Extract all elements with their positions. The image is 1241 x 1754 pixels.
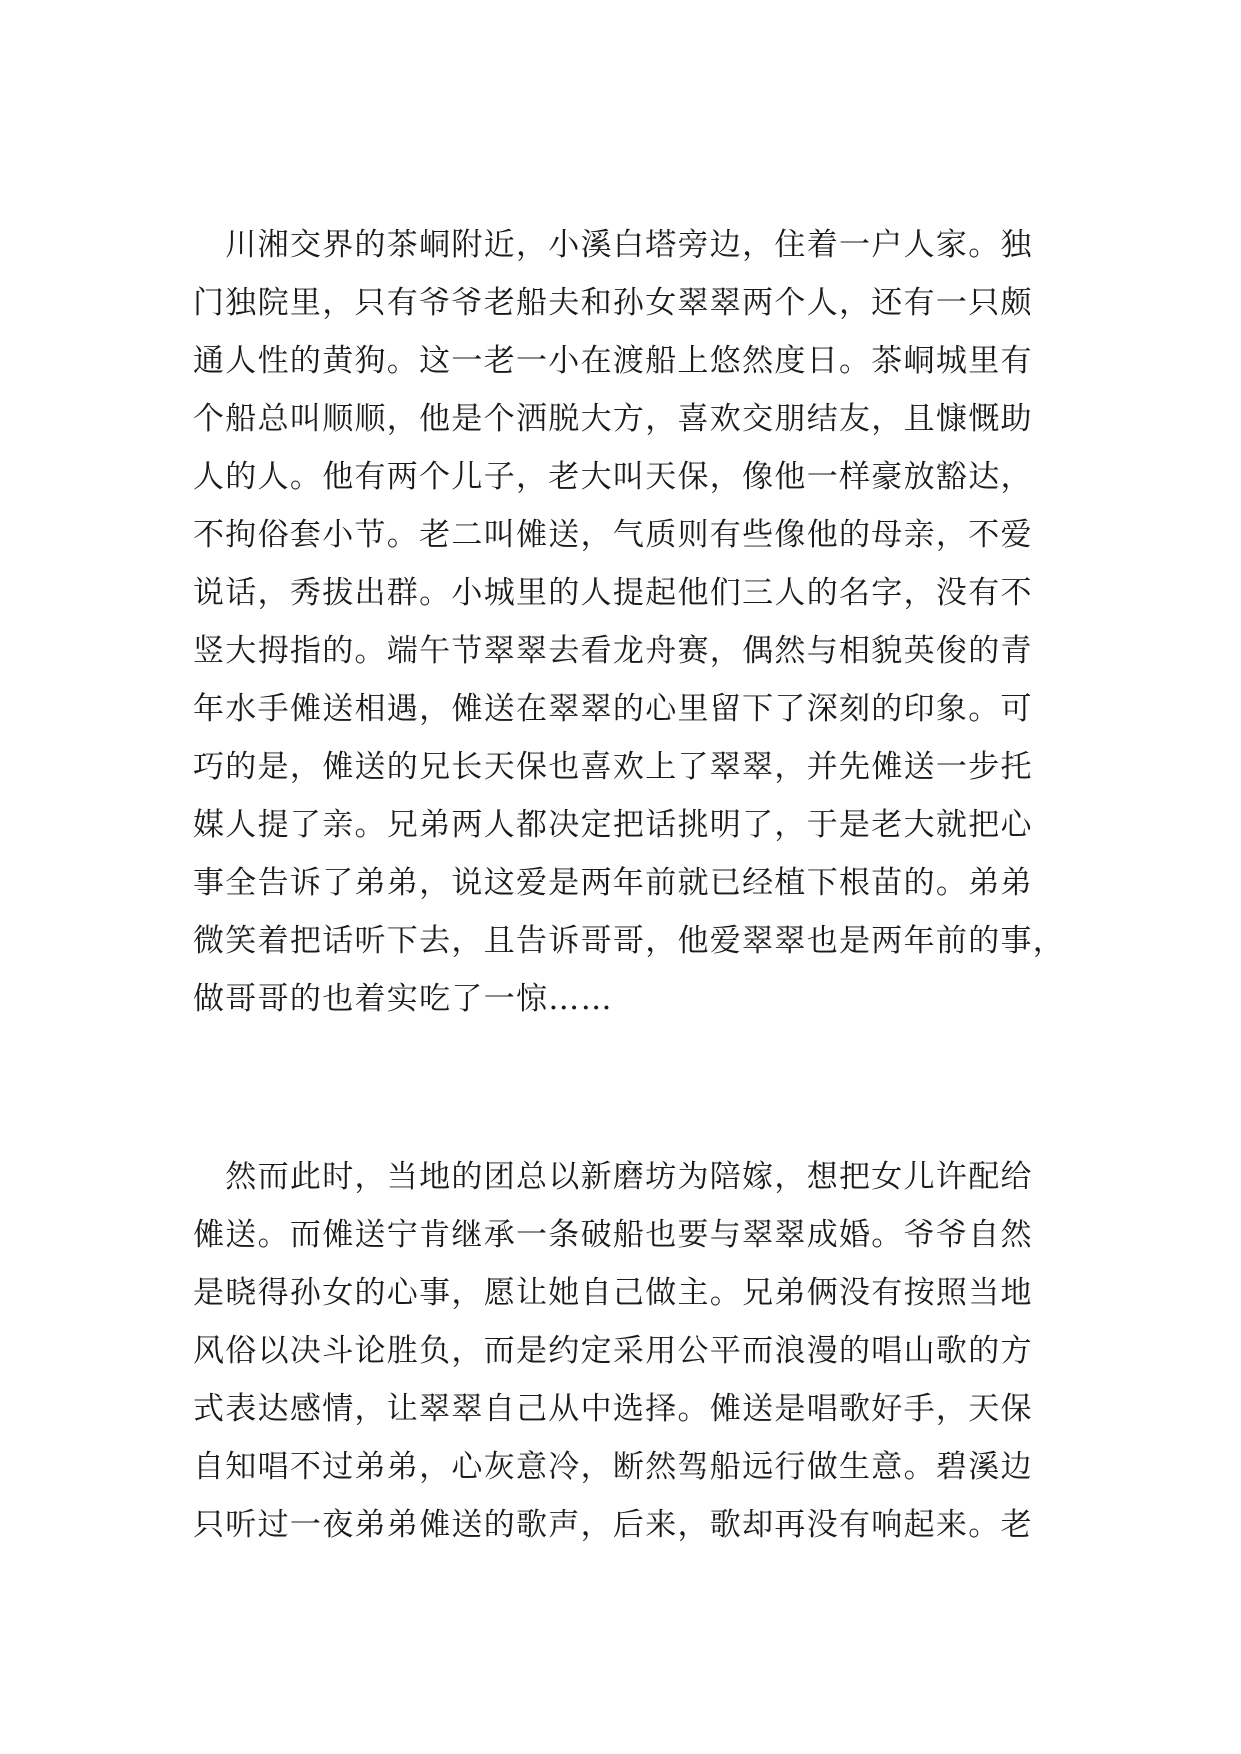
text-line: 个船总叫顺顺，他是个洒脱大方，喜欢交朋结友，且慷慨助 [193, 401, 1033, 437]
text-line: 不拘俗套小节。老二叫傩送，气质则有些像他的母亲，不爱 [193, 517, 1033, 553]
text-line: 门独院里，只有爷爷老船夫和孙女翠翠两个人，还有一只颇 [193, 285, 1033, 321]
text-line: 风俗以决斗论胜负，而是约定采用公平而浪漫的唱山歌的方 [193, 1333, 1033, 1369]
text-line: 媒人提了亲。兄弟两人都决定把话挑明了，于是老大就把心 [193, 807, 1033, 843]
text-line: 说话，秀拔出群。小城里的人提起他们三人的名字，没有不 [193, 575, 1033, 611]
text-line: 然而此时，当地的团总以新磨坊为陪嫁，想把女儿许配给 [193, 1159, 1033, 1195]
text-line: 巧的是，傩送的兄长天保也喜欢上了翠翠，并先傩送一步托 [193, 749, 1033, 785]
text-line: 自知唱不过弟弟，心灰意冷，断然驾船远行做生意。碧溪边 [193, 1449, 1033, 1485]
text-line: 微笑着把话听下去，且告诉哥哥，他爱翠翠也是两年前的事， [193, 923, 1066, 959]
text-line: 川湘交界的茶峒附近，小溪白塔旁边，住着一户人家。独 [193, 227, 1033, 263]
text-line: 只听过一夜弟弟傩送的歌声，后来，歌却再没有响起来。老 [193, 1507, 1033, 1543]
text-line: 人的人。他有两个儿子，老大叫天保，像他一样豪放豁达， [193, 459, 1033, 495]
paragraph-1 [193, 216, 1066, 1028]
text-line: 做哥哥的也着实吃了一惊…… [193, 981, 613, 1017]
paragraph-2 [193, 1148, 1053, 1554]
text-line: 是晓得孙女的心事，愿让她自己做主。兄弟俩没有按照当地 [193, 1275, 1033, 1311]
text-line: 式表达感情，让翠翠自己从中选择。傩送是唱歌好手，天保 [193, 1391, 1033, 1427]
text-line: 竖大拇指的。端午节翠翠去看龙舟赛，偶然与相貌英俊的青 [193, 633, 1033, 669]
text-line: 事全告诉了弟弟，说这爱是两年前就已经植下根苗的。弟弟 [193, 865, 1033, 901]
text-line: 通人性的黄狗。这一老一小在渡船上悠然度日。茶峒城里有 [193, 343, 1033, 379]
text-line: 年水手傩送相遇，傩送在翠翠的心里留下了深刻的印象。可 [193, 691, 1033, 727]
text-line: 傩送。而傩送宁肯继承一条破船也要与翠翠成婚。爷爷自然 [193, 1217, 1033, 1253]
